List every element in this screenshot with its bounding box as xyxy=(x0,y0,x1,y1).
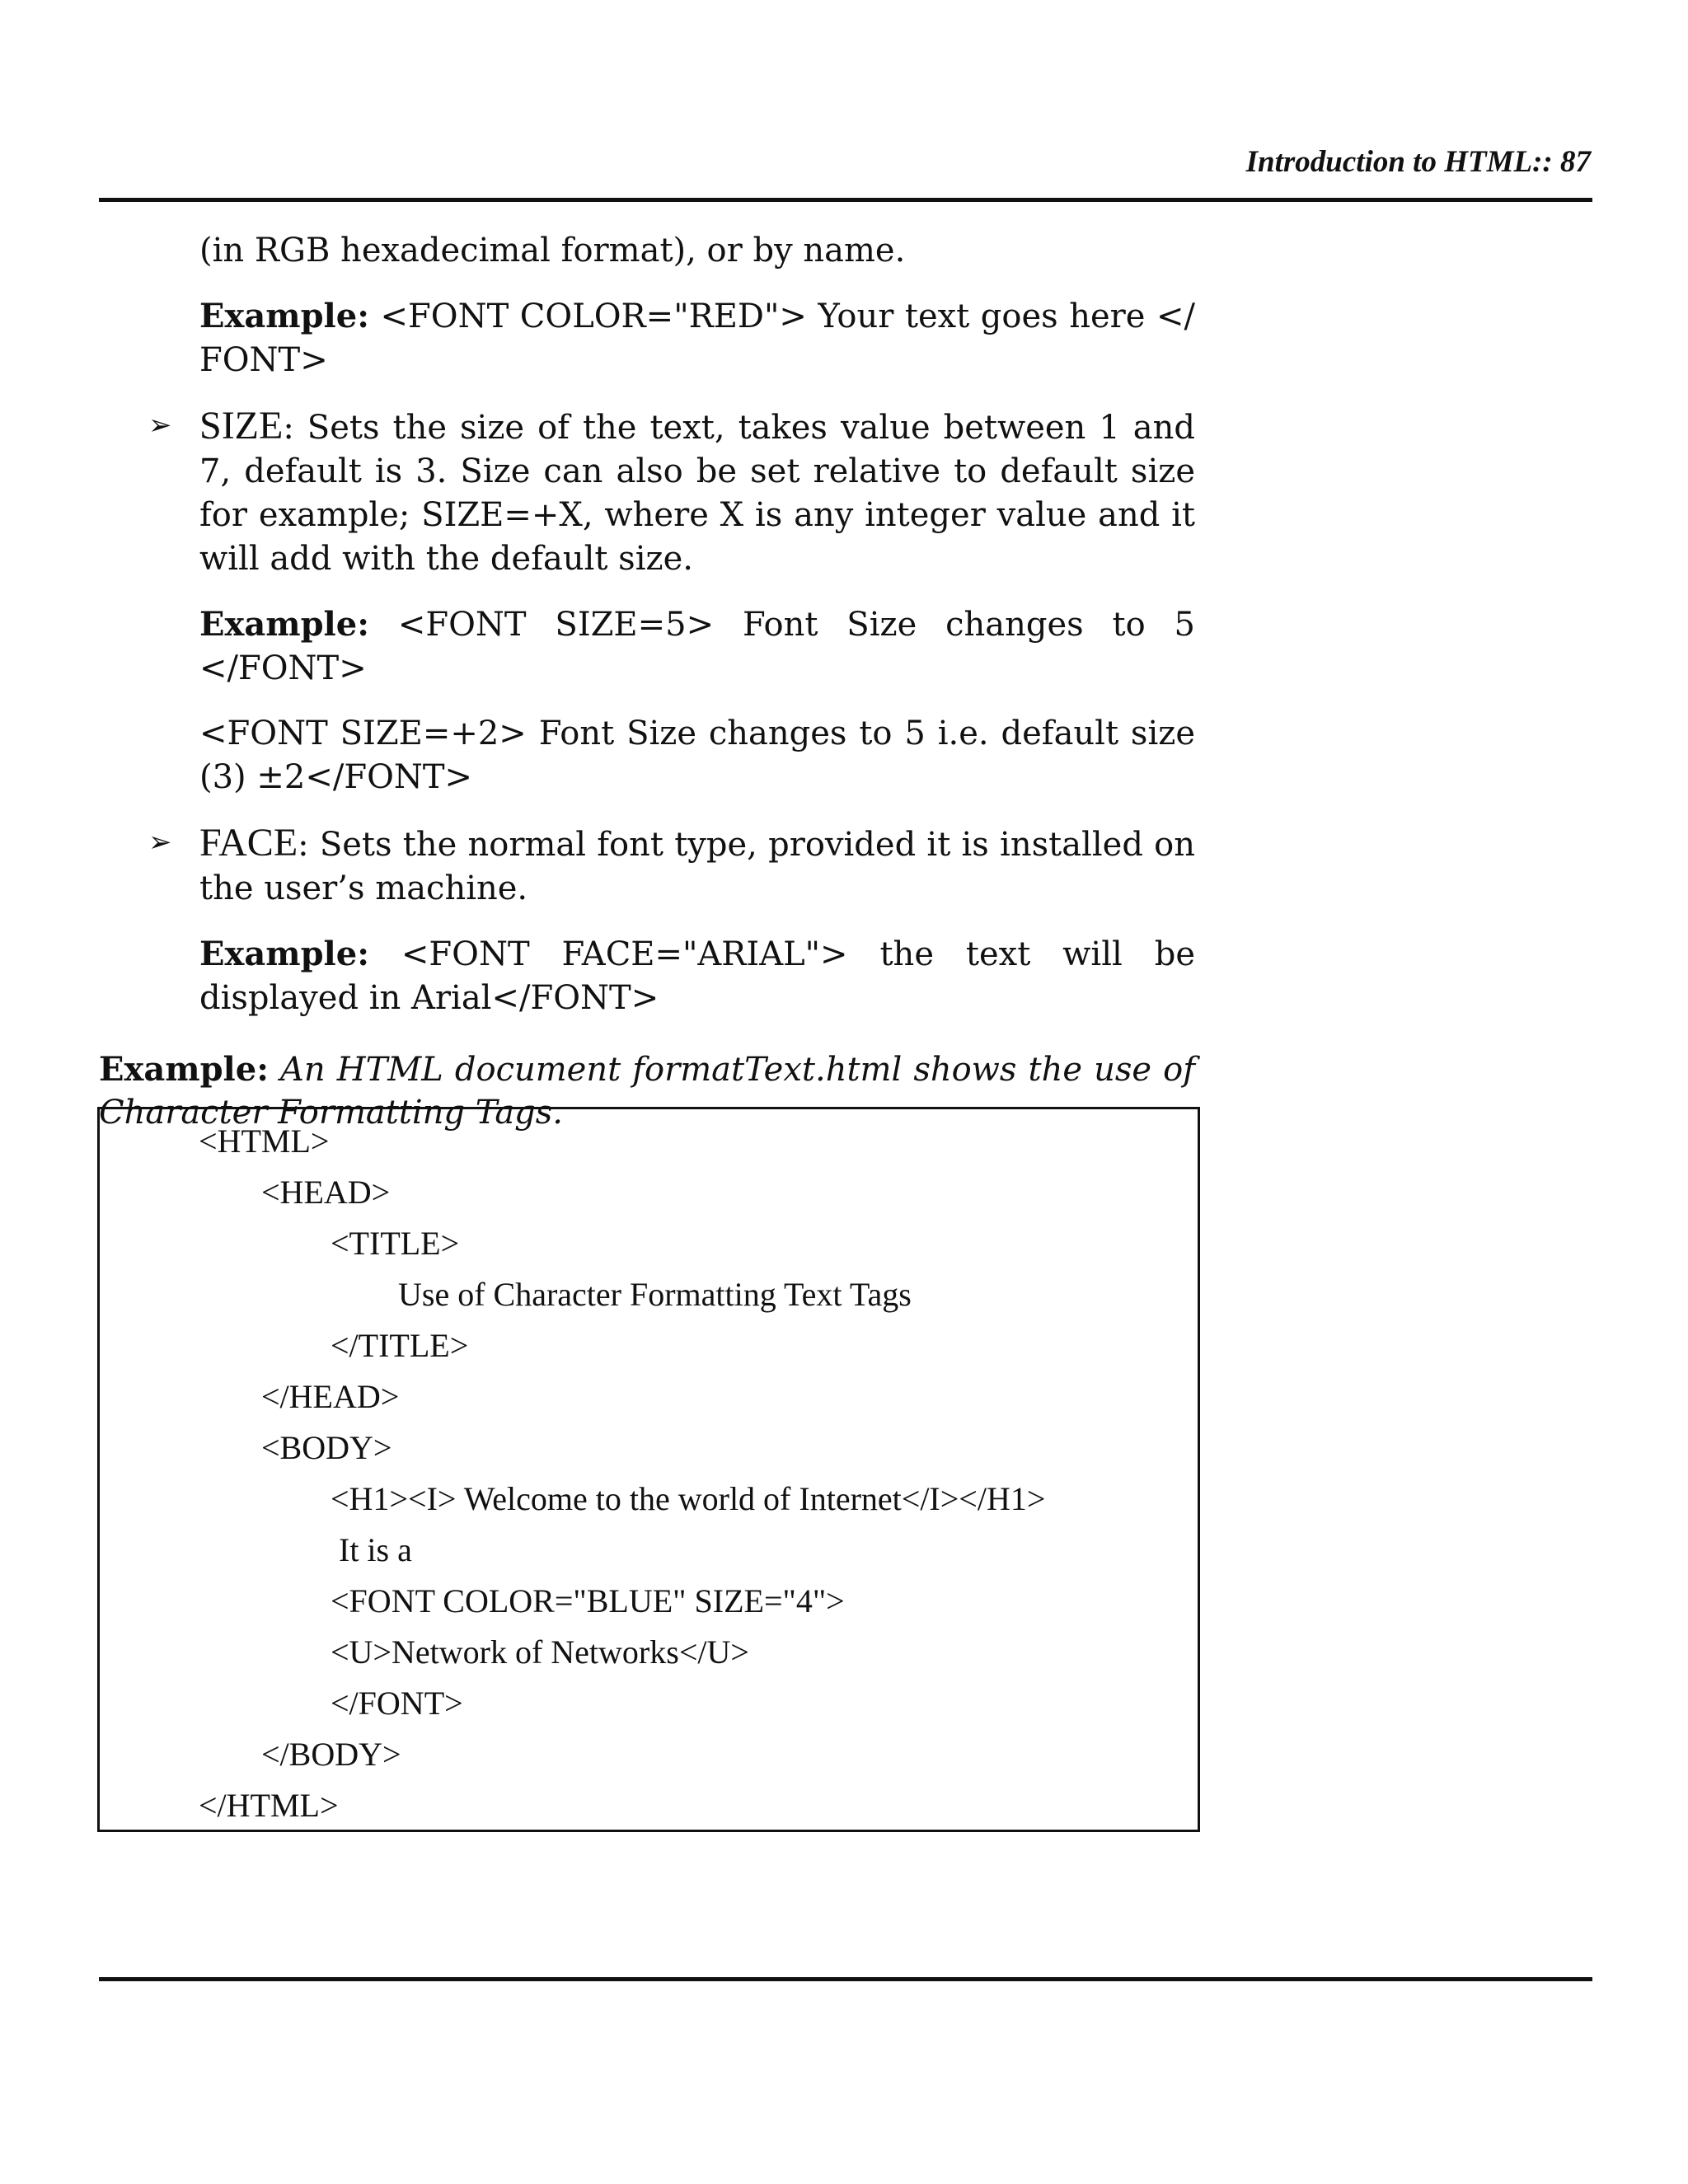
footer-rule xyxy=(99,1977,1592,1981)
header-rule xyxy=(99,198,1592,202)
size-bullet-item xyxy=(148,404,1195,581)
code-line: <FONT COLOR="BLUE" SIZE="4"> xyxy=(331,1582,845,1619)
face-bullet-item xyxy=(148,821,1195,911)
running-header: Introduction to HTML:: 87 xyxy=(1245,145,1591,179)
size-example-code: <FONT SIZE=5> Font Size changes to 5 </FONT> xyxy=(199,606,1195,687)
face-example-code: <FONT FACE="ARIAL"> the text will be displayed in Arial</FONT> xyxy=(199,935,1195,1017)
code-line: </HEAD> xyxy=(261,1378,400,1415)
arrow-bullet-icon: ➢ xyxy=(148,826,172,859)
document-example-label: Example: xyxy=(99,1050,269,1089)
face-example xyxy=(199,932,1195,1020)
size-example-label: Example: xyxy=(199,605,369,644)
code-line: <HTML> xyxy=(199,1122,330,1160)
document-example-description: An HTML document formatText.html shows the use of Character Formatting Tags. xyxy=(99,1051,1195,1132)
code-line: </BODY> xyxy=(261,1736,401,1773)
size-relative-example: <FONT SIZE=+2> Font Size changes to 5 i.e. default size (3) ±2</FONT> xyxy=(199,715,1195,796)
color-continuation-text: (in RGB hexadecimal format), or by name. xyxy=(199,232,906,269)
code-line: </TITLE> xyxy=(331,1327,469,1364)
face-term: FACE xyxy=(199,821,298,865)
code-line: <BODY> xyxy=(261,1429,392,1466)
code-line: <HEAD> xyxy=(261,1174,391,1211)
face-description: : Sets the normal font type, provided it is installed on the user’s machine. xyxy=(199,826,1195,907)
code-line: It is a xyxy=(339,1531,412,1568)
main-content xyxy=(99,229,1195,1167)
code-line: <TITLE> xyxy=(331,1225,460,1262)
code-line: <U>Network of Networks</U> xyxy=(331,1633,749,1671)
code-line: <H1><I> Welcome to the world of Internet</I></H1> xyxy=(331,1480,1046,1517)
color-example-label: Example: xyxy=(199,297,369,335)
code-line: </HTML> xyxy=(199,1787,339,1824)
color-example xyxy=(199,294,1195,382)
code-listing-box xyxy=(97,1107,1200,1832)
color-example-code: <FONT COLOR="RED"> Your text goes here </ FONT> xyxy=(199,298,1195,379)
code-line: Use of Character Formatting Text Tags xyxy=(398,1276,912,1313)
size-description: : Sets the size of the text, takes value between 1 and 7, default is 3. Size can also be set relative to default size for example; SIZE=+X, where X is any integer value and it will add with the default size. xyxy=(199,409,1195,578)
arrow-bullet-icon: ➢ xyxy=(148,409,172,442)
size-term: SIZE xyxy=(199,404,284,448)
code-line: </FONT> xyxy=(331,1685,463,1722)
face-example-label: Example: xyxy=(199,935,369,973)
size-example xyxy=(199,602,1195,691)
